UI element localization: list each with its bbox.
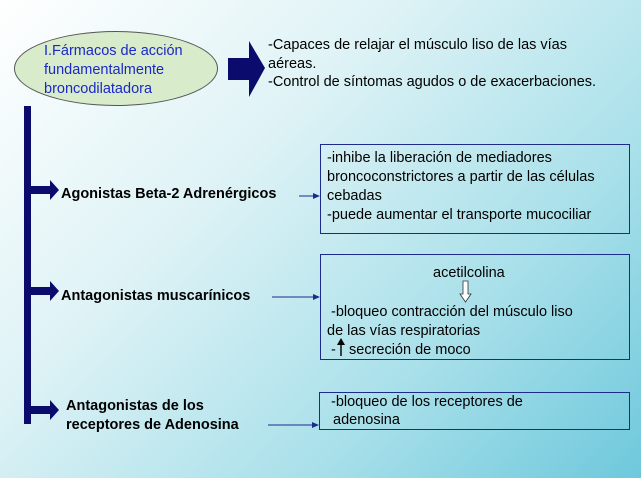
- thin-arrow-adenosina: [268, 422, 319, 428]
- branch-label-line: Antagonistas de los: [66, 398, 204, 414]
- branch-arrow-beta2: [31, 180, 59, 200]
- detail-line: adenosina: [333, 412, 400, 428]
- effect-line: -Control de síntomas agudos o de exacerbaciones.: [268, 74, 597, 90]
- details-text-adenosina: [331, 393, 523, 429]
- thin-arrow-beta2: [299, 193, 320, 199]
- main-title-line: broncodilatadora: [44, 81, 153, 97]
- effect-line: -Capaces de relajar el músculo liso de las vías: [268, 37, 567, 53]
- thin-arrow-muscarinic: [272, 294, 320, 300]
- detail-line: secreción de moco: [349, 342, 471, 358]
- detail-line: -bloqueo contracción del músculo liso: [331, 304, 573, 320]
- branch-label-beta2: Agonistas Beta-2 Adrenérgicos: [61, 186, 277, 202]
- detail-line: -inhibe la liberación de mediadores: [327, 150, 552, 166]
- branch-label-adenosina: [66, 397, 239, 435]
- acetilcolina-label: acetilcolina: [433, 265, 505, 281]
- main-title-line: fundamentalmente: [44, 62, 165, 78]
- detail-line: de las vías respiratorias: [327, 323, 481, 339]
- detail-line: -puede aumentar el transporte mucociliar: [327, 207, 592, 223]
- effect-line: aéreas.: [268, 55, 317, 72]
- main-title-line: I.Fármacos de acción: [44, 43, 183, 59]
- detail-line: -bloqueo de los receptores de: [331, 394, 523, 410]
- branch-arrow-adenosina: [31, 400, 59, 420]
- branch-label-line: receptores de Adenosina: [66, 417, 239, 433]
- detail-line: cebadas: [327, 188, 382, 204]
- branch-label-muscarinic: Antagonistas muscarínicos: [61, 288, 251, 304]
- detail-line: broncoconstrictores a partir de las células: [327, 169, 595, 185]
- details-text-beta2: [327, 149, 595, 225]
- detail-line-prefix: -: [331, 342, 336, 358]
- main-title: [44, 42, 183, 99]
- branch-arrow-muscarinic: [31, 281, 59, 301]
- main-effects: [268, 36, 596, 92]
- trunk-line: [24, 106, 31, 424]
- main-block-arrow: [228, 41, 265, 97]
